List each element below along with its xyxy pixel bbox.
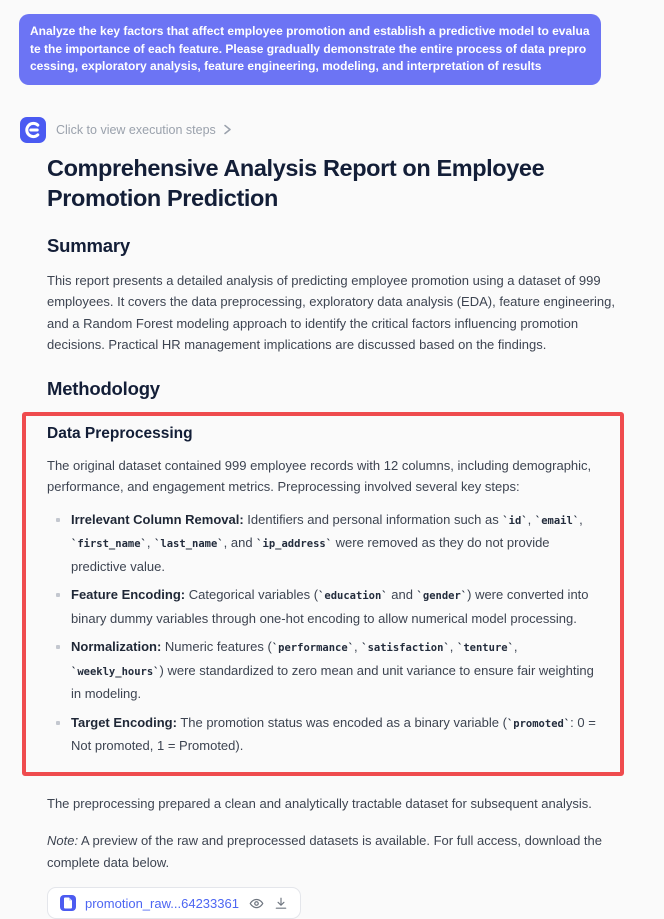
post-preprocessing-paragraph: The preprocessing prepared a clean and analytically tractable dataset for subsequent analysis. [47, 795, 592, 811]
file-attachment[interactable] [47, 887, 301, 919]
list-item: Target Encoding: The promotion status was encoded as a binary variable (`promoted`: 0 = Not promoted, 1 = Promoted). [71, 712, 599, 757]
note-paragraph: Note: A preview of the raw and preprocessed datasets is available. For full access, download the complete data below. [47, 833, 602, 870]
page-title: Comprehensive Analysis Report on Employee Promotion Prediction [47, 154, 545, 211]
user-prompt-text: Analyze the key factors that affect employee promotion and establish a predictive model to evaluate the importance of each feature. Please gradually demonstrate the entire process of data preprocessing, exploratory analysis, feature engineering, modeling, and interpretation of results [30, 24, 590, 73]
preprocessing-list [47, 509, 600, 757]
app-logo-icon [20, 117, 46, 143]
execution-steps-bar [20, 117, 644, 143]
summary-paragraph: This report presents a detailed analysis of predicting employee promotion using a dataset of 999 employees. It covers the data preprocessing, exploratory data analysis (EDA), feature engineering, and a Random Forest modeling approach to identify the critical factors influencing promotion decisions. Practical HR management implications are discussed based on the findings. [47, 272, 615, 352]
summary-heading: Summary [47, 234, 130, 256]
annotation-highlight-box [22, 412, 624, 776]
data-preprocessing-heading: Data Preprocessing [47, 424, 193, 442]
list-item: Irrelevant Column Removal: Identifiers and personal information such as `id`, `email`, `first_name`, `last_name`, and `ip_address` were removed as they do not provide predictive value. [71, 509, 599, 578]
eye-icon[interactable] [248, 896, 265, 911]
download-icon[interactable] [274, 896, 288, 911]
preprocessing-intro: The original dataset contained 999 employee records with 12 columns, including demographic, performance, and engagement metrics. Preprocessing involved several key steps: [47, 457, 592, 494]
execution-steps-label: Click to view execution steps [56, 122, 216, 137]
list-item: Normalization: Numeric features (`performance`, `satisfaction`, `tenture`, `weekly_hours`) were standardized to zero mean and unit variance to ensure fair weighting in modeling. [71, 636, 599, 705]
chevron-right-icon [223, 124, 232, 135]
attachment-filename[interactable]: promotion_raw...64233361 [85, 895, 239, 911]
execution-steps-link[interactable] [56, 123, 232, 137]
document-icon [60, 895, 76, 911]
methodology-heading: Methodology [47, 377, 160, 399]
list-item: Feature Encoding: Categorical variables (`education` and `gender`) were converted into binary dummy variables through one-hot encoding to allow numerical model processing. [71, 584, 599, 629]
user-prompt-bubble [19, 14, 601, 85]
